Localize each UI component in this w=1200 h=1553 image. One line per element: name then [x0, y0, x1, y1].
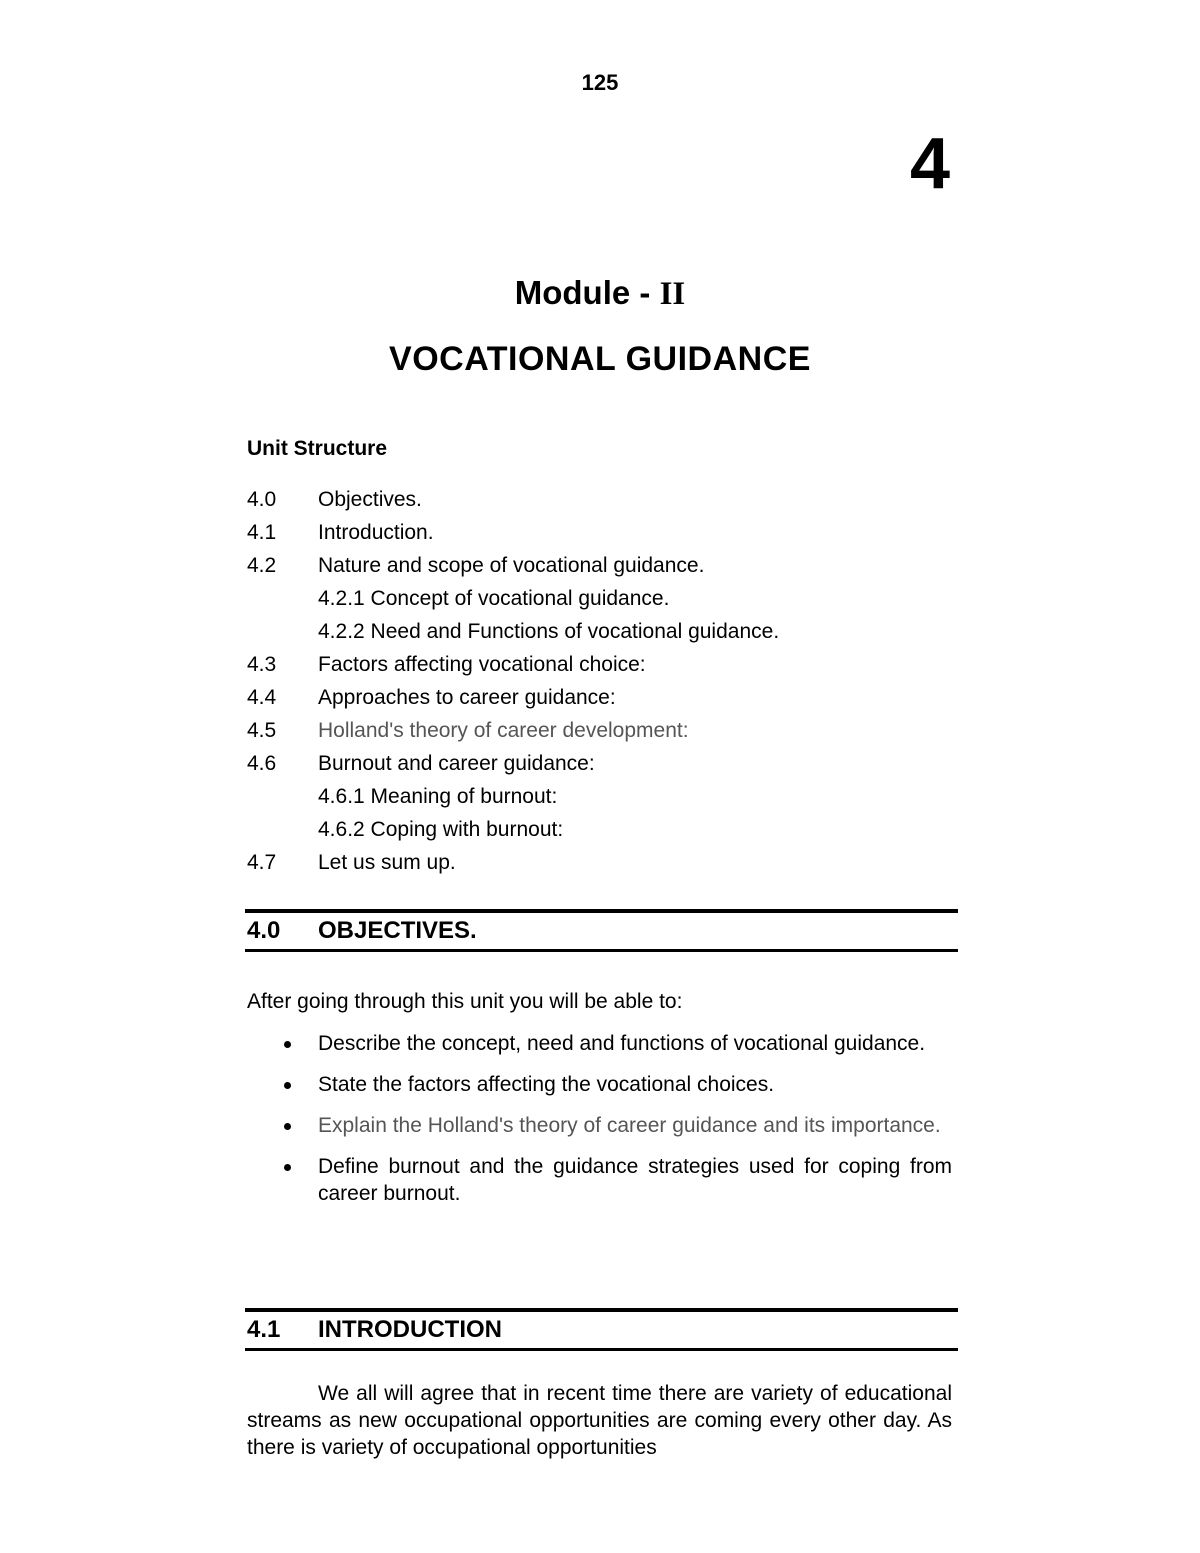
- module-label: Module -: [514, 274, 660, 311]
- list-item: [247, 1030, 952, 1057]
- section-number: 4.1: [247, 1316, 281, 1343]
- toc-item: [247, 684, 957, 717]
- list-item: [247, 1112, 952, 1139]
- section-heading-objectives: [245, 909, 958, 952]
- toc-subitem: [247, 816, 957, 849]
- toc-item: [247, 651, 957, 684]
- unit-structure-list: [247, 486, 957, 882]
- unit-structure-heading: Unit Structure: [247, 437, 388, 460]
- module-title: [0, 274, 1200, 313]
- toc-item-text: Objectives.: [318, 488, 422, 511]
- toc-item-text: Factors affecting vocational choice:: [318, 653, 646, 676]
- toc-item-text: Holland's theory of career development:: [318, 719, 689, 742]
- section-title: INTRODUCTION: [318, 1316, 502, 1343]
- toc-item-number: 4.1: [247, 521, 277, 544]
- list-item-text: State the factors affecting the vocational choices.: [318, 1073, 775, 1096]
- toc-item: [247, 486, 957, 519]
- toc-item-number: 4.5: [247, 719, 277, 742]
- section-heading-introduction: [245, 1308, 958, 1351]
- toc-subitem-text: 4.2.2 Need and Functions of vocational guidance.: [318, 620, 780, 643]
- page-title: VOCATIONAL GUIDANCE: [389, 340, 811, 378]
- page-number: 125: [581, 70, 619, 95]
- toc-item-text: Nature and scope of vocational guidance.: [318, 554, 705, 577]
- toc-item-text: Approaches to career guidance:: [318, 686, 616, 709]
- toc-item: [247, 849, 957, 882]
- list-item-text: Describe the concept, need and functions of vocational guidance.: [318, 1032, 926, 1055]
- toc-item-text: Introduction.: [318, 521, 434, 544]
- toc-item-number: 4.3: [247, 653, 277, 676]
- objectives-list: [247, 1030, 952, 1221]
- toc-subitem: [247, 585, 957, 618]
- section-title: OBJECTIVES.: [318, 917, 477, 944]
- toc-item: [247, 552, 957, 585]
- toc-subitem-text: 4.2.1 Concept of vocational guidance.: [318, 587, 670, 610]
- bullet-icon: [284, 1082, 291, 1089]
- introduction-paragraph: We all will agree that in recent time there are variety of educational streams as new occupational opportunities are coming every other day. As there is variety of occupational opportunities: [247, 1382, 952, 1459]
- toc-item-number: 4.0: [247, 488, 277, 511]
- toc-subitem-text: 4.6.1 Meaning of burnout:: [318, 785, 558, 808]
- section-number: 4.0: [247, 917, 281, 944]
- toc-item-number: 4.2: [247, 554, 277, 577]
- list-item-text: Explain the Holland's theory of career guidance and its importance.: [318, 1114, 941, 1137]
- toc-item-number: 4.6: [247, 752, 277, 775]
- objectives-intro: After going through this unit you will be able to:: [247, 990, 683, 1013]
- list-item-text: Define burnout and the guidance strategies used for coping from career burnout.: [318, 1155, 952, 1205]
- toc-item: [247, 717, 957, 750]
- toc-item-text: Burnout and career guidance:: [318, 752, 595, 775]
- toc-item-number: 4.7: [247, 851, 277, 874]
- toc-subitem-text: 4.6.2 Coping with burnout:: [318, 818, 564, 841]
- toc-subitem: [247, 618, 957, 651]
- toc-item: [247, 519, 957, 552]
- toc-subitem: [247, 783, 957, 816]
- bullet-icon: [284, 1164, 291, 1171]
- toc-item: [247, 750, 957, 783]
- bullet-icon: [284, 1123, 291, 1130]
- toc-item-text: Let us sum up.: [318, 851, 456, 874]
- chapter-number: 4: [909, 124, 950, 204]
- list-item: [247, 1071, 952, 1098]
- bullet-icon: [284, 1041, 291, 1048]
- list-item: [247, 1153, 952, 1207]
- module-roman-numeral: II: [659, 276, 686, 312]
- toc-item-number: 4.4: [247, 686, 277, 709]
